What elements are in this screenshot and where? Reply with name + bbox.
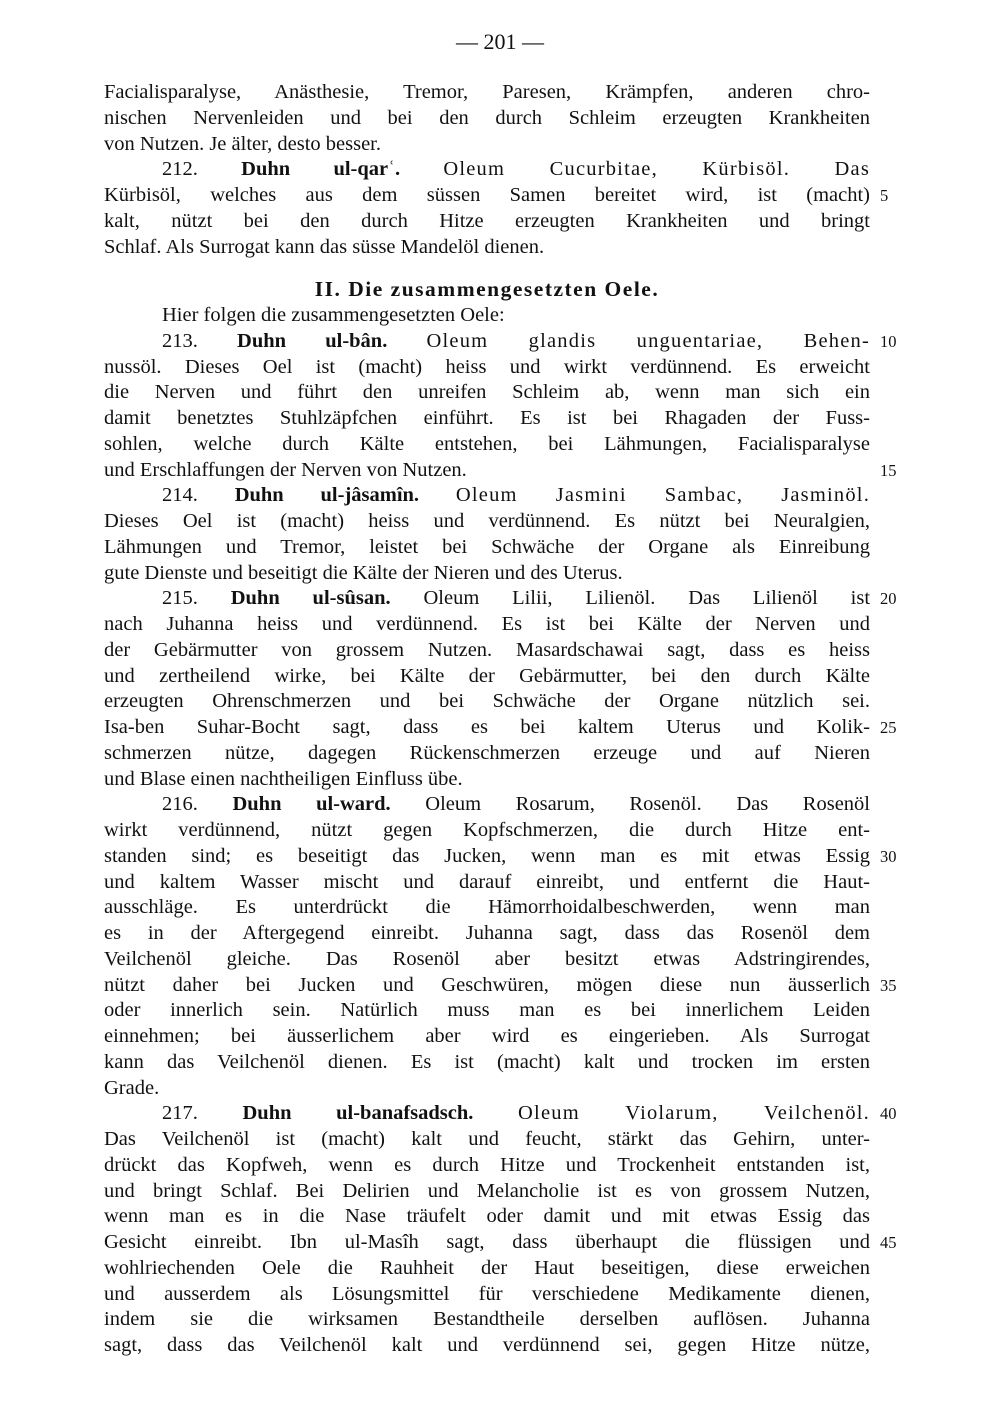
text-span: Lähmungen und Tremor, leistet bei Schwäche der Organe als Einreibung	[104, 535, 870, 558]
text-span: schmerzen nütze, dagegen Rückenschmerzen erzeuge und auf Nieren	[104, 741, 870, 764]
text-line	[104, 1282, 870, 1308]
text-line	[104, 870, 870, 896]
line-number: 35	[880, 975, 897, 995]
text-span: und Blase einen nachtheiligen Einfluss übe.	[104, 767, 463, 790]
entry-number: 213.	[162, 329, 198, 352]
text-span: indem sie die wirksamen Bestandtheile derselben auflösen. Juhanna	[104, 1308, 870, 1331]
text-span: sagt, dass das Veilchenöl kalt und verdünnend sei, gegen Hitze nütze,	[104, 1334, 870, 1356]
text-span: Das Veilchenöl ist (macht) kalt und feucht, stärkt das Gehirn, unter-	[104, 1128, 870, 1150]
text-line	[104, 767, 870, 793]
entry-heading-line	[104, 792, 870, 818]
text-line	[104, 818, 870, 844]
text-line	[104, 664, 870, 690]
entry-heading-line	[104, 157, 870, 183]
text-span: und bringt Schlaf. Bei Delirien und Melancholie ist es von grossem Nutzen,	[104, 1179, 870, 1202]
text-span: und ausserdem als Lösungsmittel für verschiedene Medikamente dienen,	[104, 1282, 870, 1305]
entry-latin: Oleum Rosarum, Rosenöl. Das Rosenöl	[425, 793, 870, 816]
text-line	[104, 406, 870, 432]
entry-number: 214.	[162, 484, 198, 507]
body-text	[104, 80, 897, 1359]
entry-title: Duhn ul-sûsan.	[230, 587, 391, 610]
text-span: kalt, nützt bei den durch Hitze erzeugten Krankheiten und bringt	[104, 209, 870, 232]
text-span: damit benetztes Stuhlzäpfchen einführt. Es ist bei Rhagaden der Fuss-	[104, 407, 870, 429]
entry-latin: Oleum Cucurbitae, Kürbisöl. Das	[443, 158, 871, 181]
text-line	[104, 1230, 897, 1256]
text-span: erzeugten Ohrenschmerzen und bei Schwäche der Organe nützlich sei.	[104, 690, 870, 713]
text-line	[104, 355, 870, 381]
text-line	[104, 1024, 870, 1050]
text-span: Schlaf. Als Surrogat kann das süsse Mandelöl dienen.	[104, 235, 545, 258]
text-line	[104, 844, 897, 870]
text-line	[104, 106, 870, 132]
text-span: II. Die zusammengesetzten Oele.	[314, 277, 660, 302]
text-span: wirkt verdünnend, nützt gegen Kopfschmerzen, die durch Hitze ent-	[104, 819, 870, 841]
entry-heading-line	[104, 483, 870, 509]
text-span: nussöl. Dieses Oel ist (macht) heiss und wirkt verdünnend. Es erweicht	[104, 355, 870, 378]
text-span: und zertheilend wirke, bei Kälte der Gebärmutter, bei den durch Kälte	[104, 664, 870, 687]
text-line	[104, 715, 897, 741]
entry-title: Duhn ul-ward.	[232, 793, 391, 816]
text-span: Kürbisöl, welches aus dem süssen Samen bereitet wird, ist (macht)	[104, 184, 870, 206]
text-line	[104, 183, 889, 209]
entry-latin: Oleum Violarum, Veilchenöl.	[518, 1102, 870, 1125]
text-line	[104, 303, 870, 329]
text-line	[104, 235, 870, 261]
entry-number: 212.	[162, 158, 198, 181]
text-span: und kaltem Wasser mischt und darauf einreibt, und entfernt die Haut-	[104, 870, 870, 893]
text-line	[104, 1204, 870, 1230]
text-span: Gesicht einreibt. Ibn ul-Masîh sagt, dass überhaupt die flüssigen und	[104, 1231, 870, 1253]
text-span: der Gebärmutter von grossem Nutzen. Masardschawai sagt, dass es heiss	[104, 638, 870, 661]
entry-number: 217.	[162, 1102, 198, 1125]
line-number: 40	[880, 1104, 897, 1124]
text-span: wohlriechenden Oele die Rauhheit der Haut beseitigen, diese erweichen	[104, 1256, 870, 1279]
text-line	[104, 1127, 870, 1153]
text-span: Dieses Oel ist (macht) heiss und verdünnend. Es nützt bei Neuralgien,	[104, 510, 870, 532]
text-span: oder innerlich sein. Natürlich muss man es bei innerlichem Leiden	[104, 999, 870, 1022]
text-line	[104, 947, 870, 973]
text-span: die Nerven und führt den unreifen Schleim ab, wenn man sich ein	[104, 381, 870, 404]
text-span: drückt das Kopfweh, wenn es durch Hitze und Trockenheit entstanden ist,	[104, 1153, 870, 1176]
text-span: es in der Aftergegend einreibt. Juhanna sagt, dass das Rosenöl dem	[104, 922, 870, 944]
text-span: nach Juhanna heiss und verdünnend. Es ist bei Kälte der Nerven und	[104, 613, 870, 635]
text-span: standen sind; es beseitigt das Jucken, wenn man es mit etwas Essig	[104, 844, 870, 867]
entry-number: 216.	[162, 793, 198, 816]
text-line	[104, 509, 870, 535]
text-span: ausschläge. Es unterdrückt die Hämorrhoidalbeschwerden, wenn man	[104, 896, 870, 919]
text-line	[104, 535, 870, 561]
text-line	[104, 1179, 870, 1205]
text-span: nischen Nervenleiden und bei den durch Schleim erzeugten Krankheiten	[104, 106, 870, 129]
text-line	[104, 1153, 870, 1179]
line-number: 25	[880, 718, 897, 737]
entry-title: Duhn ul-jâsamîn.	[234, 484, 420, 507]
text-line	[104, 638, 870, 664]
text-line	[104, 132, 870, 158]
text-span: kann das Veilchenöl dienen. Es ist (macht) kalt und trocken im ersten	[104, 1050, 870, 1073]
text-span: von Nutzen. Je älter, desto besser.	[104, 132, 381, 155]
text-span: nützt daher bei Jucken und Geschwüren, mögen diese nun äusserlich	[104, 973, 870, 996]
text-line	[104, 561, 870, 587]
section-heading	[104, 277, 870, 303]
text-line	[104, 921, 870, 947]
entry-latin: Oleum glandis unguentariae, Behen-	[426, 329, 871, 352]
line-number: 10	[880, 331, 897, 351]
text-span: Isa-ben Suhar-Bocht sagt, dass es bei kaltem Uterus und Kolik-	[104, 716, 870, 738]
text-span: einnehmen; bei äusserlichem aber wird es eingerieben. Als Surrogat	[104, 1025, 870, 1047]
entry-title: Duhn ul-banafsadsch.	[242, 1102, 474, 1125]
line-number: 5	[880, 186, 889, 205]
entry-number: 215.	[162, 587, 198, 610]
text-line	[104, 973, 897, 999]
text-line	[104, 209, 870, 235]
text-line	[104, 741, 870, 767]
text-span: gute Dienste und beseitigt die Kälte der Nieren und des Uterus.	[104, 561, 623, 584]
text-line	[104, 998, 870, 1024]
line-number: 30	[880, 846, 897, 866]
text-span: Veilchenöl gleiche. Das Rosenöl aber besitzt etwas Adstringirendes,	[104, 947, 870, 970]
text-line	[104, 80, 870, 106]
text-line	[104, 895, 870, 921]
text-line	[104, 1307, 870, 1333]
text-line	[104, 1333, 870, 1359]
text-line	[104, 612, 870, 638]
text-span: wenn man es in die Nase träufelt oder damit und mit etwas Essig das	[104, 1205, 870, 1228]
text-line	[104, 432, 870, 458]
text-span: und Erschlaffungen der Nerven von Nutzen.	[104, 458, 467, 481]
entry-latin: Oleum Lilii, Lilienöl. Das Lilienöl ist	[423, 587, 871, 610]
text-span: sohlen, welche durch Kälte entstehen, bei Lähmungen, Facialisparalyse	[104, 432, 870, 455]
entry-title: Duhn ul-qarʿ.	[241, 158, 401, 181]
text-span: Facialisparalyse, Anästhesie, Tremor, Paresen, Krämpfen, anderen chro-	[104, 81, 870, 103]
page-number: — 201 —	[456, 29, 544, 54]
text-line	[104, 689, 870, 715]
text-line	[104, 1050, 870, 1076]
text-line	[104, 380, 870, 406]
text-span: Grade.	[104, 1076, 160, 1099]
text-line	[104, 1256, 870, 1282]
text-line	[104, 1076, 870, 1102]
entry-latin: Oleum Jasmini Sambac, Jasminöl.	[455, 484, 871, 507]
entry-heading-line	[104, 1101, 897, 1127]
entry-title: Duhn ul-bân.	[237, 329, 388, 352]
line-number: 45	[880, 1233, 897, 1252]
text-span: Hier folgen die zusammengesetzten Oele:	[162, 304, 505, 326]
entry-heading-line	[104, 329, 897, 355]
text-line	[104, 458, 897, 484]
line-number: 15	[880, 460, 897, 480]
entry-heading-line	[104, 586, 897, 612]
line-number: 20	[880, 589, 897, 609]
